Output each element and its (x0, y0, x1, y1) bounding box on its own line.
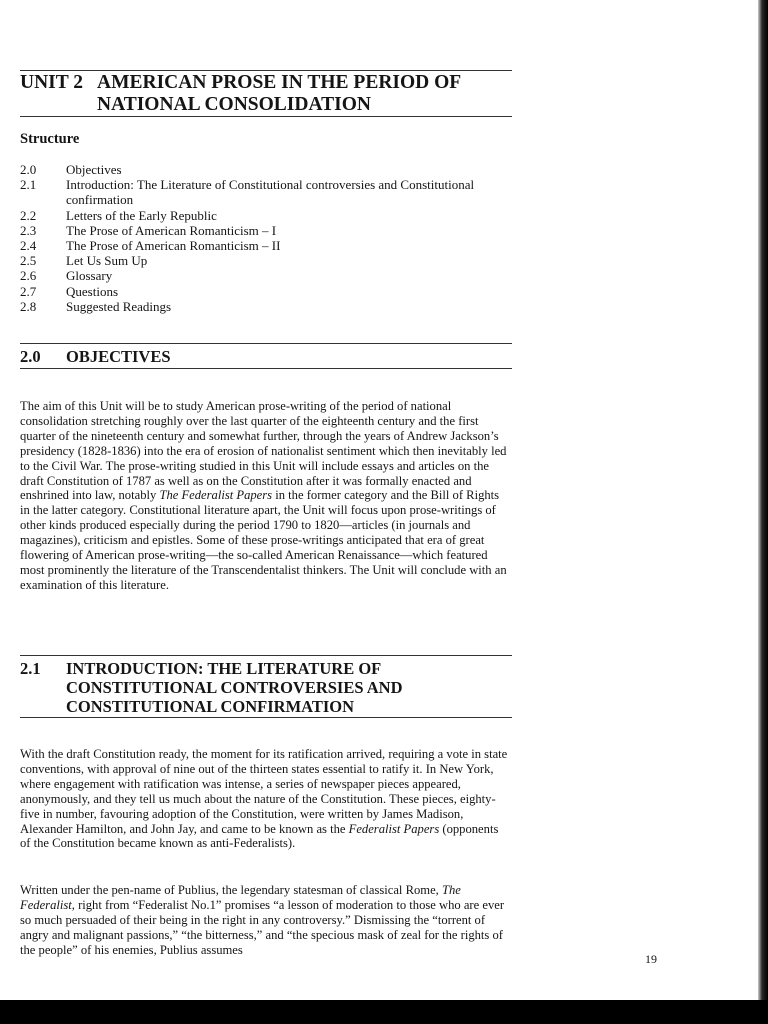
objectives-paragraph (20, 399, 508, 593)
scanned-page-bottom-edge (0, 1000, 768, 1024)
structure-item (20, 223, 490, 238)
introduction-paragraph-2 (20, 883, 508, 958)
structure-item-label: Introduction: The Literature of Constitutional controversies and Constitutional confirmation (66, 177, 475, 208)
section-2-1-top-rule (20, 655, 512, 656)
structure-item-label: Objectives (66, 162, 122, 177)
objectives-text-part-1: The aim of this Unit will be to study American prose-writing of the period of national consolidation stretching roughly over the last quarter of the eighteenth century and the first quarter of the nineteenth century and somewhat further, through the years of Andrew Jackson’s presidency (1828-1836) into the era of erosion of nationalist sentiment which then inevitably led to the Civil War. The prose-writing studied in this Unit will include essays and articles on the draft Constitution of 1787 as well as on the Constitution after it was formally enacted and enshrined into law, notably (20, 399, 507, 503)
section-2-0-number: 2.0 (20, 347, 41, 366)
structure-item-number: 2.3 (20, 222, 37, 238)
structure-item-label: Questions (66, 283, 118, 299)
title-bottom-rule (20, 116, 512, 117)
section-2-1-title-line-1: INTRODUCTION: THE LITERATURE OF (66, 659, 382, 678)
structure-item-label: Let Us Sum Up (66, 253, 148, 269)
section-2-1-bottom-rule (20, 717, 512, 718)
structure-item (20, 177, 490, 207)
structure-item (20, 284, 490, 299)
section-2-0-title: OBJECTIVES (66, 347, 171, 366)
section-2-0-top-rule (20, 343, 512, 344)
structure-item-label: The Prose of American Romanticism – I (66, 222, 277, 238)
section-2-1-title-line-2: CONSTITUTIONAL CONTROVERSIES AND (66, 678, 403, 697)
unit-title-line-2: NATIONAL CONSOLIDATION (97, 94, 371, 115)
introduction-p1-italic: Federalist Papers (348, 821, 440, 836)
structure-item-label: Glossary (66, 268, 113, 284)
scanned-page-edge (758, 0, 768, 1000)
structure-item-label: Suggested Readings (66, 298, 172, 314)
structure-item-number: 2.6 (20, 268, 37, 284)
unit-number: UNIT 2 (20, 72, 84, 93)
section-2-1-number: 2.1 (20, 659, 41, 678)
structure-item-number: 2.1 (20, 177, 37, 193)
introduction-p1-part-1: With the draft Constitution ready, the moment for its ratification arrived, requiring a vote in state conventions, with approval of nine out of the thirteen states essential to ratify it. In New York, where engagement with ratification was intense, a series of newspaper pieces appeared, anonymously, and they tell us much about the nature of the Constitution. These pieces, eighty-five in number, favouring adoption of the Constitution, were written by James Madison, Alexander Hamilton, and John Jay, and came to be known as the (20, 747, 508, 836)
structure-heading: Structure (20, 131, 80, 147)
structure-item (20, 268, 490, 283)
unit-title (20, 72, 515, 116)
section-2-1-title-line-3: CONSTITUTIONAL CONFIRMATION (66, 697, 355, 716)
objectives-text-part-2: in the former category and the Bill of Rights in the latter category. Constitutional literature apart, the Unit will focus upon prose-writings of other kinds produced especially during the period 1790 to 1820—articles (in journals and magazines), criticism and epistles. Some of these prose-writings anticipated that era of great flowering of American prose-writing—the so-called American Renaissance—which featured most prominently the literature of the Transcendentalist thinkers. The Unit will conclude with an examination of this literature. (20, 488, 507, 592)
page-number: 19 (645, 952, 657, 966)
introduction-paragraph-1 (20, 747, 508, 851)
structure-item-number: 2.5 (20, 253, 37, 269)
introduction-p1-part-2: (opponents of the Constitution became known as anti-Federalists). (20, 821, 499, 851)
objectives-text-italic: The Federalist Papers (159, 488, 273, 503)
structure-item-number: 2.2 (20, 207, 37, 223)
structure-item-number: 2.0 (20, 162, 37, 177)
structure-item (20, 253, 490, 268)
structure-item-number: 2.8 (20, 298, 37, 314)
section-2-0-heading (20, 347, 515, 366)
structure-item-number: 2.4 (20, 238, 37, 254)
unit-title-line-1: AMERICAN PROSE IN THE PERIOD OF (97, 72, 462, 93)
structure-item-label: The Prose of American Romanticism – II (66, 238, 281, 254)
section-2-1-heading (20, 659, 515, 716)
structure-item-label: Letters of the Early Republic (66, 207, 217, 223)
structure-item (20, 238, 490, 253)
structure-item (20, 299, 490, 314)
introduction-p2-part-2: , right from “Federalist No.1” promises “a lesson of moderation to those who are ever so much persuaded of their being in the right in any controversy.” Dismissing the “torrent of angry and malignant passions,” “the bitterness,” and “the specious mask of zeal for the rights of the people” of his enemies, Publius assumes (20, 897, 505, 957)
structure-item-number: 2.7 (20, 283, 37, 299)
title-top-rule (20, 70, 512, 71)
structure-list (20, 162, 490, 314)
section-2-0-bottom-rule (20, 368, 512, 369)
introduction-p2-italic: The Federalist (20, 883, 461, 912)
structure-item (20, 208, 490, 223)
structure-item (20, 162, 490, 177)
introduction-p2-part-1: Written under the pen-name of Publius, the legendary statesman of classical Rome, (20, 883, 442, 897)
